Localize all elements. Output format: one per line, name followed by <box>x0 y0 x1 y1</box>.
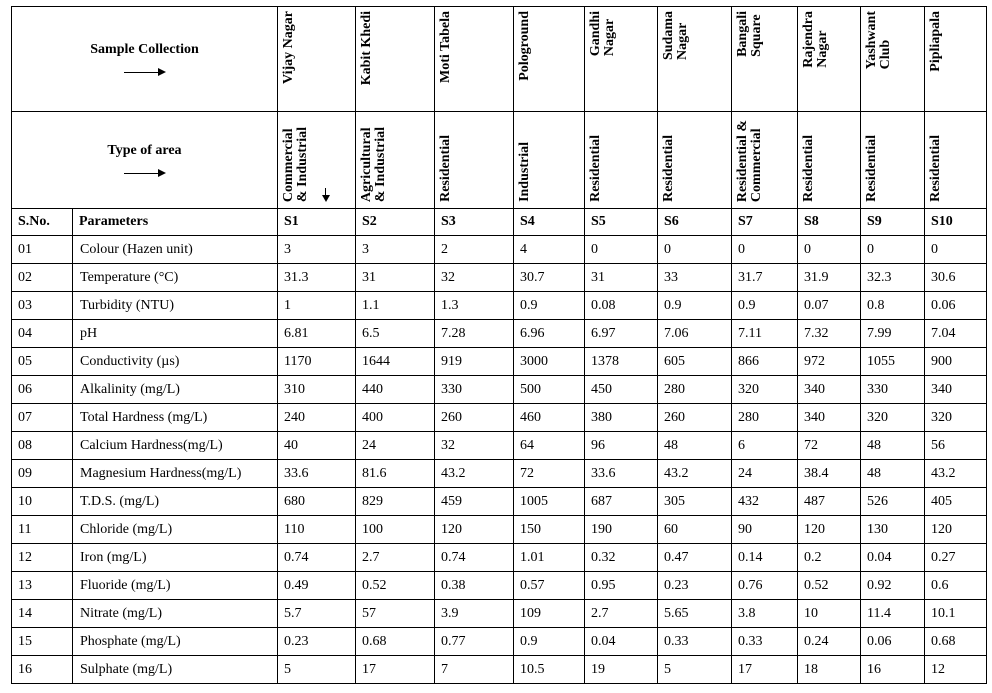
value-cell: 680 <box>278 488 356 516</box>
value-cell: 7 <box>435 656 514 684</box>
value-cell: 7.32 <box>798 320 861 348</box>
value-cell: 0 <box>861 236 925 264</box>
site-code-header: S8 <box>798 209 861 236</box>
value-cell: 0 <box>658 236 732 264</box>
site-location-label: Gandhi Nagar <box>588 11 617 57</box>
site-code-header: S4 <box>514 209 585 236</box>
sno-cell: 10 <box>12 488 73 516</box>
value-cell: 48 <box>861 432 925 460</box>
site-location-cell <box>861 7 925 112</box>
value-cell: 33.6 <box>278 460 356 488</box>
value-cell: 320 <box>861 404 925 432</box>
value-cell: 2 <box>435 236 514 264</box>
value-cell: 31 <box>585 264 658 292</box>
parameter-cell: Calcium Hardness(mg/L) <box>73 432 278 460</box>
site-code-header: S2 <box>356 209 435 236</box>
site-area-type-label: Residential <box>864 135 879 202</box>
value-cell: 0.77 <box>435 628 514 656</box>
value-cell: 6.96 <box>514 320 585 348</box>
table-row <box>12 572 987 600</box>
site-code-header: S6 <box>658 209 732 236</box>
value-cell: 0.23 <box>278 628 356 656</box>
site-area-type-cell <box>861 112 925 209</box>
table-row <box>12 656 987 684</box>
value-cell: 500 <box>514 376 585 404</box>
value-cell: 310 <box>278 376 356 404</box>
value-cell: 0.9 <box>514 292 585 320</box>
value-cell: 305 <box>658 488 732 516</box>
site-location-cell <box>356 7 435 112</box>
site-location-label: Pologround <box>517 11 532 81</box>
value-cell: 0.49 <box>278 572 356 600</box>
sno-cell: 15 <box>12 628 73 656</box>
location-header-row <box>12 7 987 112</box>
value-cell: 31.9 <box>798 264 861 292</box>
value-cell: 0.52 <box>798 572 861 600</box>
value-cell: 2.7 <box>356 544 435 572</box>
value-cell: 7.11 <box>732 320 798 348</box>
value-cell: 72 <box>514 460 585 488</box>
value-cell: 260 <box>435 404 514 432</box>
value-cell: 48 <box>658 432 732 460</box>
value-cell: 0.06 <box>861 628 925 656</box>
parameter-cell: Fluoride (mg/L) <box>73 572 278 600</box>
value-cell: 109 <box>514 600 585 628</box>
value-cell: 0.76 <box>732 572 798 600</box>
value-cell: 0.52 <box>356 572 435 600</box>
table-row <box>12 292 987 320</box>
value-cell: 0.07 <box>798 292 861 320</box>
value-cell: 432 <box>732 488 798 516</box>
value-cell: 38.4 <box>798 460 861 488</box>
site-location-label: Vijay Nagar <box>281 11 296 84</box>
value-cell: 0.14 <box>732 544 798 572</box>
parameter-cell: Temperature (°C) <box>73 264 278 292</box>
value-cell: 487 <box>798 488 861 516</box>
site-location-cell <box>514 7 585 112</box>
column-header-row <box>12 209 987 236</box>
value-cell: 320 <box>925 404 987 432</box>
value-cell: 4 <box>514 236 585 264</box>
value-cell: 43.2 <box>435 460 514 488</box>
value-cell: 40 <box>278 432 356 460</box>
value-cell: 1170 <box>278 348 356 376</box>
site-code-header: S10 <box>925 209 987 236</box>
value-cell: 96 <box>585 432 658 460</box>
table-row <box>12 516 987 544</box>
value-cell: 0.9 <box>732 292 798 320</box>
parameter-cell: Conductivity (µs) <box>73 348 278 376</box>
value-cell: 7.04 <box>925 320 987 348</box>
sno-cell: 14 <box>12 600 73 628</box>
value-cell: 526 <box>861 488 925 516</box>
sno-cell: 06 <box>12 376 73 404</box>
parameter-cell: Phosphate (mg/L) <box>73 628 278 656</box>
value-cell: 1.01 <box>514 544 585 572</box>
site-area-type-cell <box>356 112 435 209</box>
value-cell: 6.5 <box>356 320 435 348</box>
site-area-type-cell <box>278 112 356 209</box>
value-cell: 6.81 <box>278 320 356 348</box>
value-cell: 6.97 <box>585 320 658 348</box>
value-cell: 150 <box>514 516 585 544</box>
value-cell: 72 <box>798 432 861 460</box>
site-location-label: Rajendra Nagar <box>801 11 830 68</box>
area-type-header-row <box>12 112 987 209</box>
parameter-cell: pH <box>73 320 278 348</box>
site-area-type-cell <box>514 112 585 209</box>
value-cell: 2.7 <box>585 600 658 628</box>
site-location-label: Bangali Square <box>735 11 764 57</box>
site-location-label: Pipliapala <box>928 11 943 72</box>
value-cell: 17 <box>732 656 798 684</box>
value-cell: 459 <box>435 488 514 516</box>
value-cell: 3 <box>356 236 435 264</box>
right-arrow-icon <box>124 169 166 177</box>
sno-cell: 13 <box>12 572 73 600</box>
parameters-header: Parameters <box>73 209 278 236</box>
value-cell: 280 <box>732 404 798 432</box>
site-code-header: S7 <box>732 209 798 236</box>
table-row <box>12 488 987 516</box>
value-cell: 81.6 <box>356 460 435 488</box>
value-cell: 0.57 <box>514 572 585 600</box>
table-row <box>12 460 987 488</box>
value-cell: 110 <box>278 516 356 544</box>
value-cell: 43.2 <box>925 460 987 488</box>
value-cell: 16 <box>861 656 925 684</box>
value-cell: 330 <box>861 376 925 404</box>
value-cell: 5.65 <box>658 600 732 628</box>
value-cell: 64 <box>514 432 585 460</box>
value-cell: 0 <box>732 236 798 264</box>
value-cell: 1 <box>278 292 356 320</box>
value-cell: 5 <box>658 656 732 684</box>
value-cell: 1378 <box>585 348 658 376</box>
value-cell: 0 <box>925 236 987 264</box>
value-cell: 450 <box>585 376 658 404</box>
site-area-type-label: Residential <box>438 135 453 202</box>
site-location-cell <box>798 7 861 112</box>
site-area-type-label: Agricultural & Industrial <box>359 126 388 202</box>
value-cell: 0.8 <box>861 292 925 320</box>
value-cell: 0.04 <box>585 628 658 656</box>
sno-header: S.No. <box>12 209 73 236</box>
site-code-header: S3 <box>435 209 514 236</box>
parameter-cell: Total Hardness (mg/L) <box>73 404 278 432</box>
value-cell: 33.6 <box>585 460 658 488</box>
value-cell: 31.7 <box>732 264 798 292</box>
value-cell: 340 <box>798 376 861 404</box>
value-cell: 10 <box>798 600 861 628</box>
value-cell: 0 <box>798 236 861 264</box>
site-area-type-cell <box>798 112 861 209</box>
value-cell: 120 <box>925 516 987 544</box>
site-location-cell <box>278 7 356 112</box>
value-cell: 3000 <box>514 348 585 376</box>
table-row <box>12 404 987 432</box>
table-row <box>12 264 987 292</box>
value-cell: 24 <box>356 432 435 460</box>
value-cell: 90 <box>732 516 798 544</box>
table-row <box>12 600 987 628</box>
value-cell: 0.08 <box>585 292 658 320</box>
site-location-cell <box>732 7 798 112</box>
site-area-type-cell <box>585 112 658 209</box>
site-location-label: Sudama Nagar <box>661 11 690 61</box>
value-cell: 0.74 <box>435 544 514 572</box>
water-quality-table <box>11 6 987 684</box>
value-cell: 1.3 <box>435 292 514 320</box>
value-cell: 130 <box>861 516 925 544</box>
value-cell: 60 <box>658 516 732 544</box>
sno-cell: 08 <box>12 432 73 460</box>
down-arrow-icon <box>322 188 330 202</box>
value-cell: 340 <box>925 376 987 404</box>
value-cell: 380 <box>585 404 658 432</box>
value-cell: 31 <box>356 264 435 292</box>
value-cell: 30.6 <box>925 264 987 292</box>
value-cell: 0.95 <box>585 572 658 600</box>
value-cell: 0.27 <box>925 544 987 572</box>
sample-collection-label: Sample Collection <box>90 42 199 57</box>
value-cell: 6 <box>732 432 798 460</box>
site-area-type-label: Residential <box>801 135 816 202</box>
value-cell: 0.92 <box>861 572 925 600</box>
sno-cell: 02 <box>12 264 73 292</box>
value-cell: 0.24 <box>798 628 861 656</box>
site-location-label: Moti Tabela <box>438 11 453 83</box>
value-cell: 240 <box>278 404 356 432</box>
site-code-header: S9 <box>861 209 925 236</box>
sno-cell: 01 <box>12 236 73 264</box>
site-code-header: S1 <box>278 209 356 236</box>
site-area-type-label: Industrial <box>517 142 532 202</box>
parameter-cell: Colour (Hazen unit) <box>73 236 278 264</box>
parameter-cell: Chloride (mg/L) <box>73 516 278 544</box>
parameter-cell: T.D.S. (mg/L) <box>73 488 278 516</box>
value-cell: 280 <box>658 376 732 404</box>
sno-cell: 12 <box>12 544 73 572</box>
value-cell: 460 <box>514 404 585 432</box>
parameter-cell: Sulphate (mg/L) <box>73 656 278 684</box>
sno-cell: 03 <box>12 292 73 320</box>
table-row <box>12 320 987 348</box>
value-cell: 12 <box>925 656 987 684</box>
value-cell: 0.04 <box>861 544 925 572</box>
table-row <box>12 432 987 460</box>
parameter-cell: Magnesium Hardness(mg/L) <box>73 460 278 488</box>
value-cell: 400 <box>356 404 435 432</box>
value-cell: 3.9 <box>435 600 514 628</box>
value-cell: 0.23 <box>658 572 732 600</box>
value-cell: 10.1 <box>925 600 987 628</box>
sno-cell: 09 <box>12 460 73 488</box>
value-cell: 19 <box>585 656 658 684</box>
value-cell: 330 <box>435 376 514 404</box>
value-cell: 0.32 <box>585 544 658 572</box>
site-location-cell <box>925 7 987 112</box>
value-cell: 1055 <box>861 348 925 376</box>
value-cell: 605 <box>658 348 732 376</box>
value-cell: 919 <box>435 348 514 376</box>
value-cell: 18 <box>798 656 861 684</box>
site-location-label: Kabit Khedi <box>359 11 374 86</box>
value-cell: 100 <box>356 516 435 544</box>
value-cell: 1005 <box>514 488 585 516</box>
parameter-cell: Nitrate (mg/L) <box>73 600 278 628</box>
sno-cell: 07 <box>12 404 73 432</box>
value-cell: 57 <box>356 600 435 628</box>
value-cell: 120 <box>435 516 514 544</box>
type-of-area-label: Type of area <box>107 143 182 158</box>
value-cell: 687 <box>585 488 658 516</box>
value-cell: 0 <box>585 236 658 264</box>
site-location-cell <box>585 7 658 112</box>
value-cell: 340 <box>798 404 861 432</box>
value-cell: 0.68 <box>925 628 987 656</box>
value-cell: 405 <box>925 488 987 516</box>
sno-cell: 05 <box>12 348 73 376</box>
value-cell: 5 <box>278 656 356 684</box>
value-cell: 0.33 <box>658 628 732 656</box>
value-cell: 43.2 <box>658 460 732 488</box>
table-row <box>12 628 987 656</box>
table-row <box>12 544 987 572</box>
value-cell: 120 <box>798 516 861 544</box>
value-cell: 3 <box>278 236 356 264</box>
value-cell: 0.06 <box>925 292 987 320</box>
value-cell: 1644 <box>356 348 435 376</box>
value-cell: 0.38 <box>435 572 514 600</box>
site-location-cell <box>658 7 732 112</box>
site-location-label: Yashwant Club <box>864 11 893 70</box>
value-cell: 829 <box>356 488 435 516</box>
value-cell: 7.28 <box>435 320 514 348</box>
table-row <box>12 236 987 264</box>
site-area-type-label: Commercial & Industrial <box>281 126 310 202</box>
value-cell: 24 <box>732 460 798 488</box>
sno-cell: 11 <box>12 516 73 544</box>
value-cell: 900 <box>925 348 987 376</box>
value-cell: 10.5 <box>514 656 585 684</box>
value-cell: 0.68 <box>356 628 435 656</box>
site-area-type-cell <box>435 112 514 209</box>
value-cell: 33 <box>658 264 732 292</box>
value-cell: 972 <box>798 348 861 376</box>
value-cell: 0.9 <box>658 292 732 320</box>
value-cell: 32.3 <box>861 264 925 292</box>
sample-collection-cell <box>12 7 278 112</box>
site-area-type-cell <box>732 112 798 209</box>
value-cell: 260 <box>658 404 732 432</box>
value-cell: 48 <box>861 460 925 488</box>
value-cell: 56 <box>925 432 987 460</box>
value-cell: 30.7 <box>514 264 585 292</box>
site-area-type-label: Residential & Commercial <box>735 119 764 202</box>
value-cell: 11.4 <box>861 600 925 628</box>
right-arrow-icon <box>124 68 166 76</box>
type-of-area-cell <box>12 112 278 209</box>
parameter-cell: Iron (mg/L) <box>73 544 278 572</box>
value-cell: 1.1 <box>356 292 435 320</box>
site-code-header: S5 <box>585 209 658 236</box>
value-cell: 31.3 <box>278 264 356 292</box>
value-cell: 0.47 <box>658 544 732 572</box>
sno-cell: 04 <box>12 320 73 348</box>
sno-cell: 16 <box>12 656 73 684</box>
value-cell: 0.33 <box>732 628 798 656</box>
value-cell: 5.7 <box>278 600 356 628</box>
value-cell: 190 <box>585 516 658 544</box>
value-cell: 0.9 <box>514 628 585 656</box>
table-row <box>12 348 987 376</box>
site-location-cell <box>435 7 514 112</box>
value-cell: 320 <box>732 376 798 404</box>
site-area-type-label: Residential <box>588 135 603 202</box>
value-cell: 866 <box>732 348 798 376</box>
value-cell: 32 <box>435 264 514 292</box>
site-area-type-cell <box>925 112 987 209</box>
parameter-cell: Alkalinity (mg/L) <box>73 376 278 404</box>
value-cell: 0.2 <box>798 544 861 572</box>
value-cell: 7.99 <box>861 320 925 348</box>
value-cell: 0.74 <box>278 544 356 572</box>
value-cell: 0.6 <box>925 572 987 600</box>
site-area-type-cell <box>658 112 732 209</box>
site-area-type-label: Residential <box>661 135 676 202</box>
parameter-cell: Turbidity (NTU) <box>73 292 278 320</box>
value-cell: 3.8 <box>732 600 798 628</box>
value-cell: 32 <box>435 432 514 460</box>
value-cell: 7.06 <box>658 320 732 348</box>
value-cell: 440 <box>356 376 435 404</box>
table-row <box>12 376 987 404</box>
site-area-type-label: Residential <box>928 135 943 202</box>
value-cell: 17 <box>356 656 435 684</box>
